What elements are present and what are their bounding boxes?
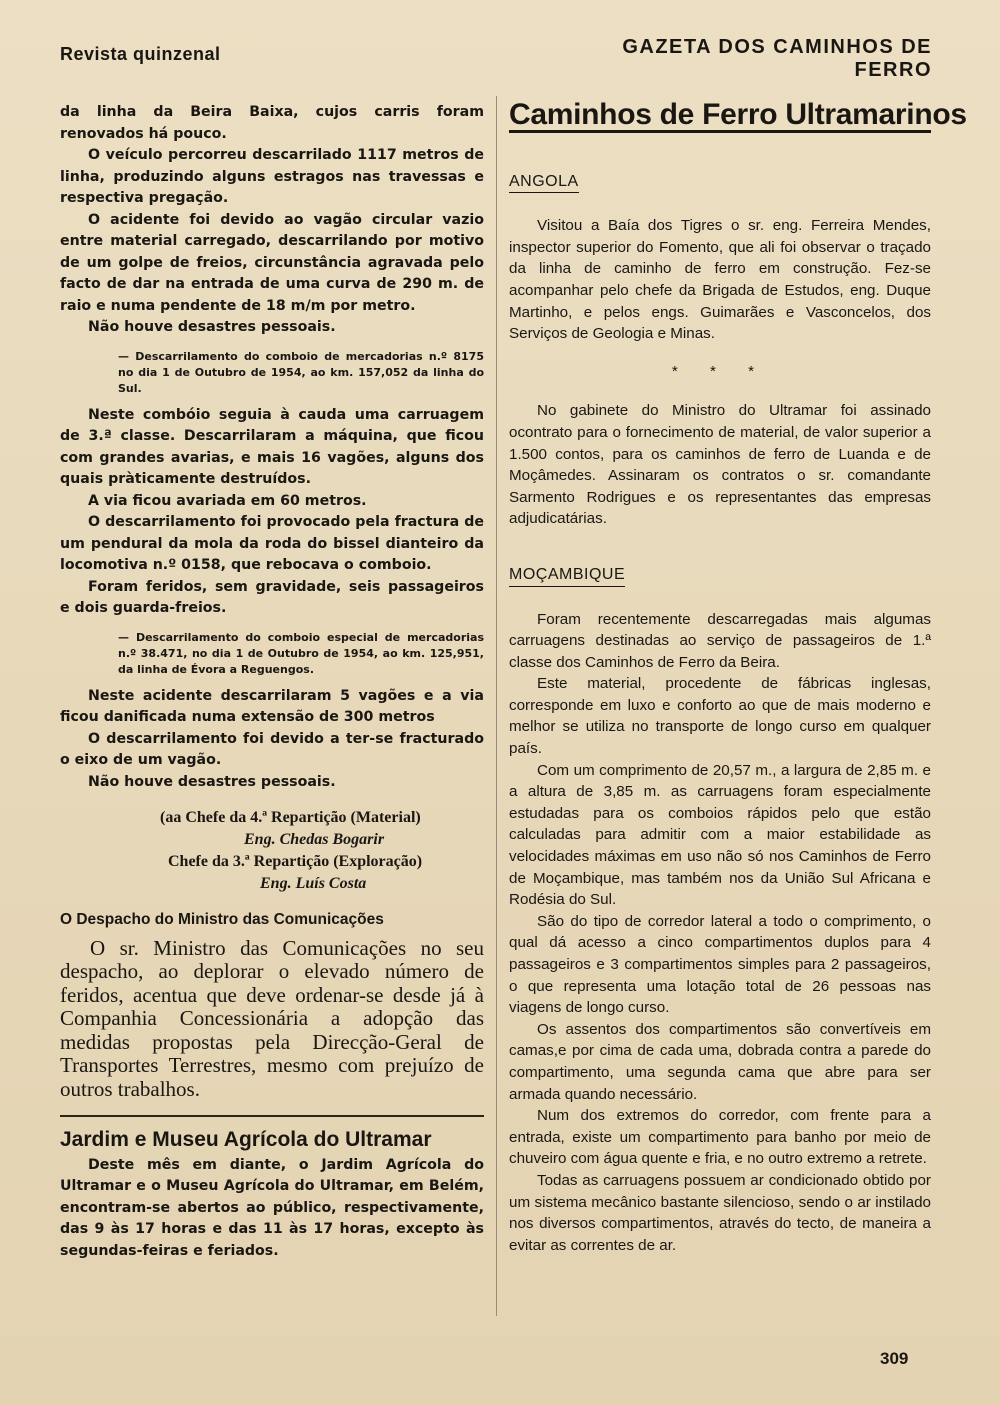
article-title: Caminhos de Ferro Ultramarinos xyxy=(509,98,967,131)
paragraph: Neste combóio seguia à cauda uma carruagem de 3.ª classe. Descarrilaram a máquina, que ficou com grandes avarias, e mais 16 vagões, alguns dos quais pràticamente destruídos. xyxy=(60,406,484,487)
right-column xyxy=(509,98,967,1256)
signature-block xyxy=(60,807,484,895)
paragraph: O sr. Ministro das Comunicações no seu despacho, ao deplorar o elevado número de feridos, acentua que deve ordenar-se desde já à Companhia Concessionária a adopção das medidas propostas pela Direcção-Geral de Transportes Terrestres, mesmo com prejuízo de outros trabalhos. xyxy=(60,935,484,1101)
paragraph: O descarrilamento foi devido a ter-se fracturado o eixo de um vagão. xyxy=(60,730,484,768)
paragraph: No gabinete do Ministro do Ultramar foi assinado ocontrato para o fornecimento de material, de valor superior a 1.500 contos, para os caminhos de ferro de Luanda e de Moçâmedes. Assinaram os contratos o sr. comandante Sarmento Rodrigues e os representantes das empresas adjudicatárias. xyxy=(509,402,931,528)
paragraph: Não houve desastres pessoais. xyxy=(88,773,336,790)
paragraph: O veículo percorreu descarrilado 1117 metros de linha, produzindo alguns estragos nas travessas e respectiva pregação. xyxy=(60,147,484,206)
incident-note: — Descarrilamento do comboio de mercadorias n.º 8175 no dia 1 de Outubro de 1954, ao km. 157,052 da linha do Sul. xyxy=(118,349,484,395)
running-head-right: GAZETA DOS CAMINHOS DE FERRO xyxy=(622,36,932,81)
paragraph: Com um comprimento de 20,57 m., a largura de 2,85 m. e a altura de 3,85 m. as carruagens foram especialmente estudadas para os comboios rápidos pelo que estão calculadas para admitir com a maior estabilidade as velocidades máximas em uso não só nos Caminhos de Ferro de Moçambique, mas também nos da União Sul Africana e Rodésia do Sul. xyxy=(509,761,931,909)
paragraph: O descarrilamento foi provocado pela fractura de um pendural da mola da roda do bissel dianteiro da locomotiva n.º 0158, que rebocava o comboio. xyxy=(60,514,484,573)
paragraph: Todas as carruagens possuem ar condicionado obtido por um sistema mecânico bastante silencioso, sendo o ar instilado nos diversos compartimentos, através do tecto, de maneira a evitar as correntes de ar. xyxy=(509,1171,931,1254)
despacho-body xyxy=(60,937,484,1102)
left-column xyxy=(60,102,484,1262)
paragraph: Num dos extremos do corredor, com frente para a entrada, existe um compartimento para banho por meio de chuveiro com água quente e fria, e no outro extremo a retrete. xyxy=(509,1107,931,1168)
region-heading-angola: ANGOLA xyxy=(509,171,579,194)
signature-role: (aa Chefe da 4.ª Repartição (Material) xyxy=(160,809,421,826)
paragraph: da linha da Beira Baixa, cujos carris foram renovados há pouco. xyxy=(60,104,484,142)
paragraph: Neste acidente descarrilaram 5 vagões e a via ficou danificada numa extensão de 300 metros xyxy=(60,687,484,725)
paragraph: A via ficou avariada em 60 metros. xyxy=(88,492,367,509)
paragraph: Foram recentemente descarregadas mais algumas carruagens destinadas ao serviço de passageiros de 1.ª classe dos Caminhos de Ferro da Beira. xyxy=(509,610,931,671)
divider xyxy=(60,1115,484,1117)
column-divider xyxy=(496,96,497,1316)
paragraph: Este material, procedente de fábricas inglesas, corresponde em luxo e conforto ao que de mais moderno e melhor se utiliza no transporte de longo curso em qualquer país. xyxy=(509,675,931,758)
signature-name: Eng. Luís Costa xyxy=(260,875,367,892)
running-head-left: Revista quinzenal xyxy=(60,44,221,64)
paragraph: O acidente foi devido ao vagão circular vazio entre material carregado, descarrilando por motivo de um golpe de freios, circunstância agravada pelo facto de dar na entrada de uma curva de 290 m. de raio e numa pendente de 18 m/m por metro. xyxy=(60,211,484,314)
section-heading: Jardim e Museu Agrícola do Ultramar xyxy=(60,1128,432,1151)
region-heading-mocambique: MOÇAMBIQUE xyxy=(509,564,625,587)
signature-name: Eng. Chedas Bogarir xyxy=(244,831,385,848)
paragraph: Não houve desastres pessoais. xyxy=(88,319,336,335)
page-number: 309 xyxy=(880,1349,909,1368)
incident-note: — Descarrilamento do comboio especial de mercadorias n.º 38.471, no dia 1 de Outubro de 1954, ao km. 125,951, da linha de Évora a Reguengos. xyxy=(118,630,484,676)
signature-role: Chefe da 3.ª Repartição (Exploração) xyxy=(168,853,423,870)
paragraph: Os assentos dos compartimentos são convertíveis em camas,e por cima de cada uma, dobrada contra a parede do compartimento, uma segunda cama que abre para ser armada quando necessário. xyxy=(509,1020,931,1103)
section-heading: O Despacho do Ministro das Comunicações xyxy=(60,911,384,928)
paragraph: Deste mês em diante, o Jardim Agrícola do Ultramar e o Museu Agrícola do Ultramar, em Belém, encontram-se abertos ao público, respectivamente, das 9 às 17 horas e das 11 às 17 horas, excepto às segundas-feiras e feriados. xyxy=(60,1156,484,1259)
section-separator: * * * xyxy=(671,362,769,380)
paragraph: São do tipo de corredor lateral a todo o comprimento, o qual dá acesso a cinco compartimentos duplos para 4 passageiros e 3 compartimentos simples para 2 passageiros, o que representa uma lotação total de 26 pessoas nas viagens de longo curso. xyxy=(509,912,931,1017)
paragraph: Visitou a Baía dos Tigres o sr. eng. Ferreira Mendes, inspector superior do Fomento, que ali foi observar o traçado da linha de caminho de ferro em construção. Fez-se acompanhar pelo chefe da Brigada de Estudos, eng. Duque Martinho, e pelos engs. Guimarães e Vasconcelos, dos Serviços de Geologia e Minas. xyxy=(509,217,931,343)
paragraph: Foram feridos, sem gravidade, seis passageiros e dois guarda-freios. xyxy=(60,578,484,616)
